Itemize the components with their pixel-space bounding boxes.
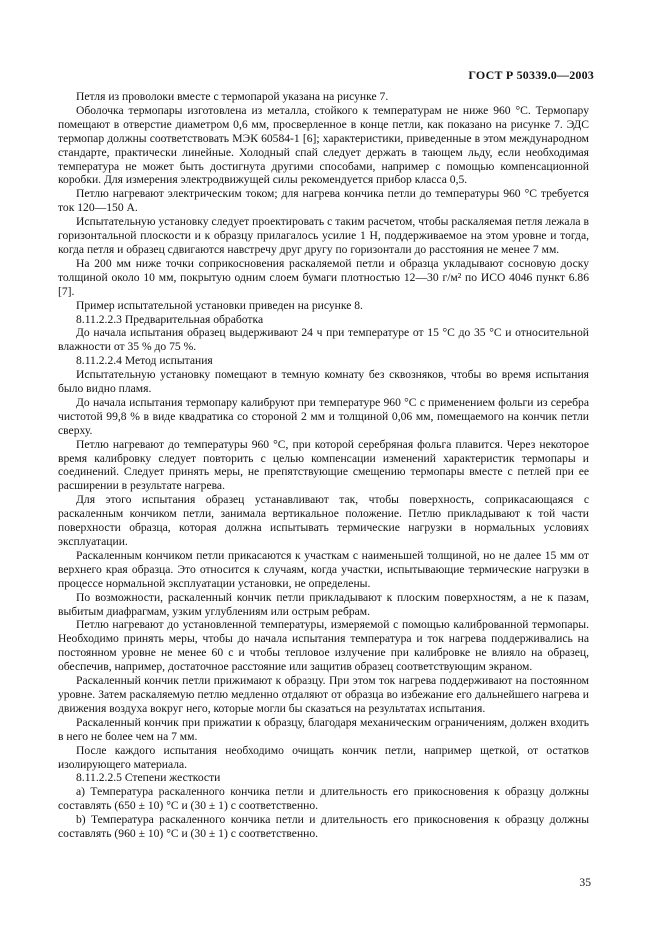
paragraph: Петлю нагревают электрическим током; для нагрева кончика петли до температуры 960 °С требуется ток 120—150 А. — [58, 187, 589, 215]
paragraph: Петлю нагревают до установленной температуры, измеряемой с помощью калиброванной термопары. Необходимо принять меры, чтобы до начала испытания температура и ток нагрева поддерживались на постоянном уровне не менее 60 с и чтобы тепловое излучение при калибровке не влияло на образец, обеспечив, например, достаточное расстояние или защитив образец соответствующим экраном. — [58, 618, 589, 674]
page-number: 35 — [579, 876, 591, 889]
paragraph: Испытательную установку следует проектировать с таким расчетом, чтобы раскаляемая петля лежала в горизонтальной плоскости и к образцу прилагалось усилие 1 Н, поддерживаемое на этом уровне и тогда, когда петля и образец сдвигаются навстречу друг другу по горизонтали до расстояния не менее 7 мм. — [58, 215, 589, 256]
paragraph: Раскаленный кончик при прижатии к образцу, благодаря механическим ограничениям, должен входить в него не более чем на 7 мм. — [58, 715, 589, 743]
paragraph: Петлю нагревают до температуры 960 °С, при которой серебряная фольга плавится. Через некоторое время калибровку следует повторить с целью компенсации изменений характеристик термопары и соединений. Следует принять меры, не препятствующие смещению термопары вместе с петлей при ее расширении в результате нагрева. — [58, 437, 589, 493]
section-heading: 8.11.2.2.3 Предварительная обработка — [76, 312, 264, 326]
paragraph: Раскаленный кончик петли прижимают к образцу. При этом ток нагрева поддерживают на постоянном уровне. Затем раскаляемую петлю медленно отдаляют от образца во избежание его дальнейшего нагрева и движения воздуха вокруг него, которые могли бы сказаться на результатах испытания. — [58, 674, 589, 715]
paragraph: Испытательную установку помещают в темную комнату без сквозняков, чтобы во время испытания было видно пламя. — [58, 368, 589, 396]
paragraph: Петля из проволоки вместе с термопарой указана на рисунке 7. — [76, 90, 389, 103]
standard-header: ГОСТ Р 50339.0—2003 — [468, 68, 594, 82]
paragraph: Пример испытательной установки приведен на рисунке 8. — [76, 298, 363, 312]
paragraph: После каждого испытания необходимо очищать кончик петли, например щеткой, от остатков изолирующего материала. — [58, 743, 589, 771]
paragraph: Для этого испытания образец устанавливают так, чтобы поверхность, соприкасающаяся с раскаленным кончиком петли, занимала вертикальное положение. Петлю прикладывают к той части поверхности образца, которая должна испытывать термические нагрузки в нормальных условиях эксплуатации. — [58, 493, 589, 548]
paragraph: До начала испытания образец выдерживают 24 ч при температуре от 15 °С до 35 °С и относительной влажности от 35 % до 75 %. — [58, 326, 589, 354]
list-item: b) Температура раскаленного кончика петли и длительность его прикосновения к образцу должны составлять (960 ± 10) °С и (30 ± 1) с соответственно. — [58, 813, 589, 841]
document-body — [58, 90, 589, 841]
paragraph: На 200 мм ниже точки соприкосновения раскаляемой петли и образца укладывают сосновую доску толщиной около 10 мм, покрытую одним слоем бумаги плотностью 12—30 г/м² по ИСО 4046 пункт 6.86 [7]. — [58, 256, 589, 298]
paragraph: По возможности, раскаленный кончик петли прикладывают к плоским поверхностям, а не к пазам, выбитым диафрагмам, узким углублениям или острым ребрам. — [58, 590, 589, 618]
paragraph: До начала испытания термопару калибруют при температуре 960 °С с применением фольги из серебра чистотой 99,8 % в виде квадратика со стороной 2 мм и толщиной 0,06 мм, помещаемого на кончик петли сверху. — [58, 395, 589, 437]
section-heading: 8.11.2.2.4 Метод испытания — [76, 354, 213, 368]
list-item: a) Температура раскаленного кончика петли и длительность его прикосновения к образцу должны составлять (650 ± 10) °С и (30 ± 1) с соответственно. — [58, 785, 589, 813]
paragraph: Раскаленным кончиком петли прикасаются к участкам с наименьшей толщиной, но не далее 15 мм от верхнего края образца. Это относится к случаям, когда участки, испытывающие термические нагрузки в процессе нормальной эксплуатации установки, не определены. — [58, 548, 589, 590]
paragraph: Оболочка термопары изготовлена из металла, стойкого к температурам не ниже 960 °С. Термопару помещают в отверстие диаметром 0,6 мм, просверленное в конце петли, как показано на рисунке 7. ЭДС термопар должны соответствовать МЭК 60584-1 [6]; характеристики, приведенные в этом международном стандарте, практически линейные. Холодный спай следует держать в тающем льду, если необходимая температура не может быть достигнута другими способами, например с помощью компенсационной коробки. Для измерения электродвижущей силы рекомендуется прибор класса 0,5. — [58, 103, 589, 187]
section-heading: 8.11.2.2.5 Степени жесткости — [76, 771, 221, 785]
